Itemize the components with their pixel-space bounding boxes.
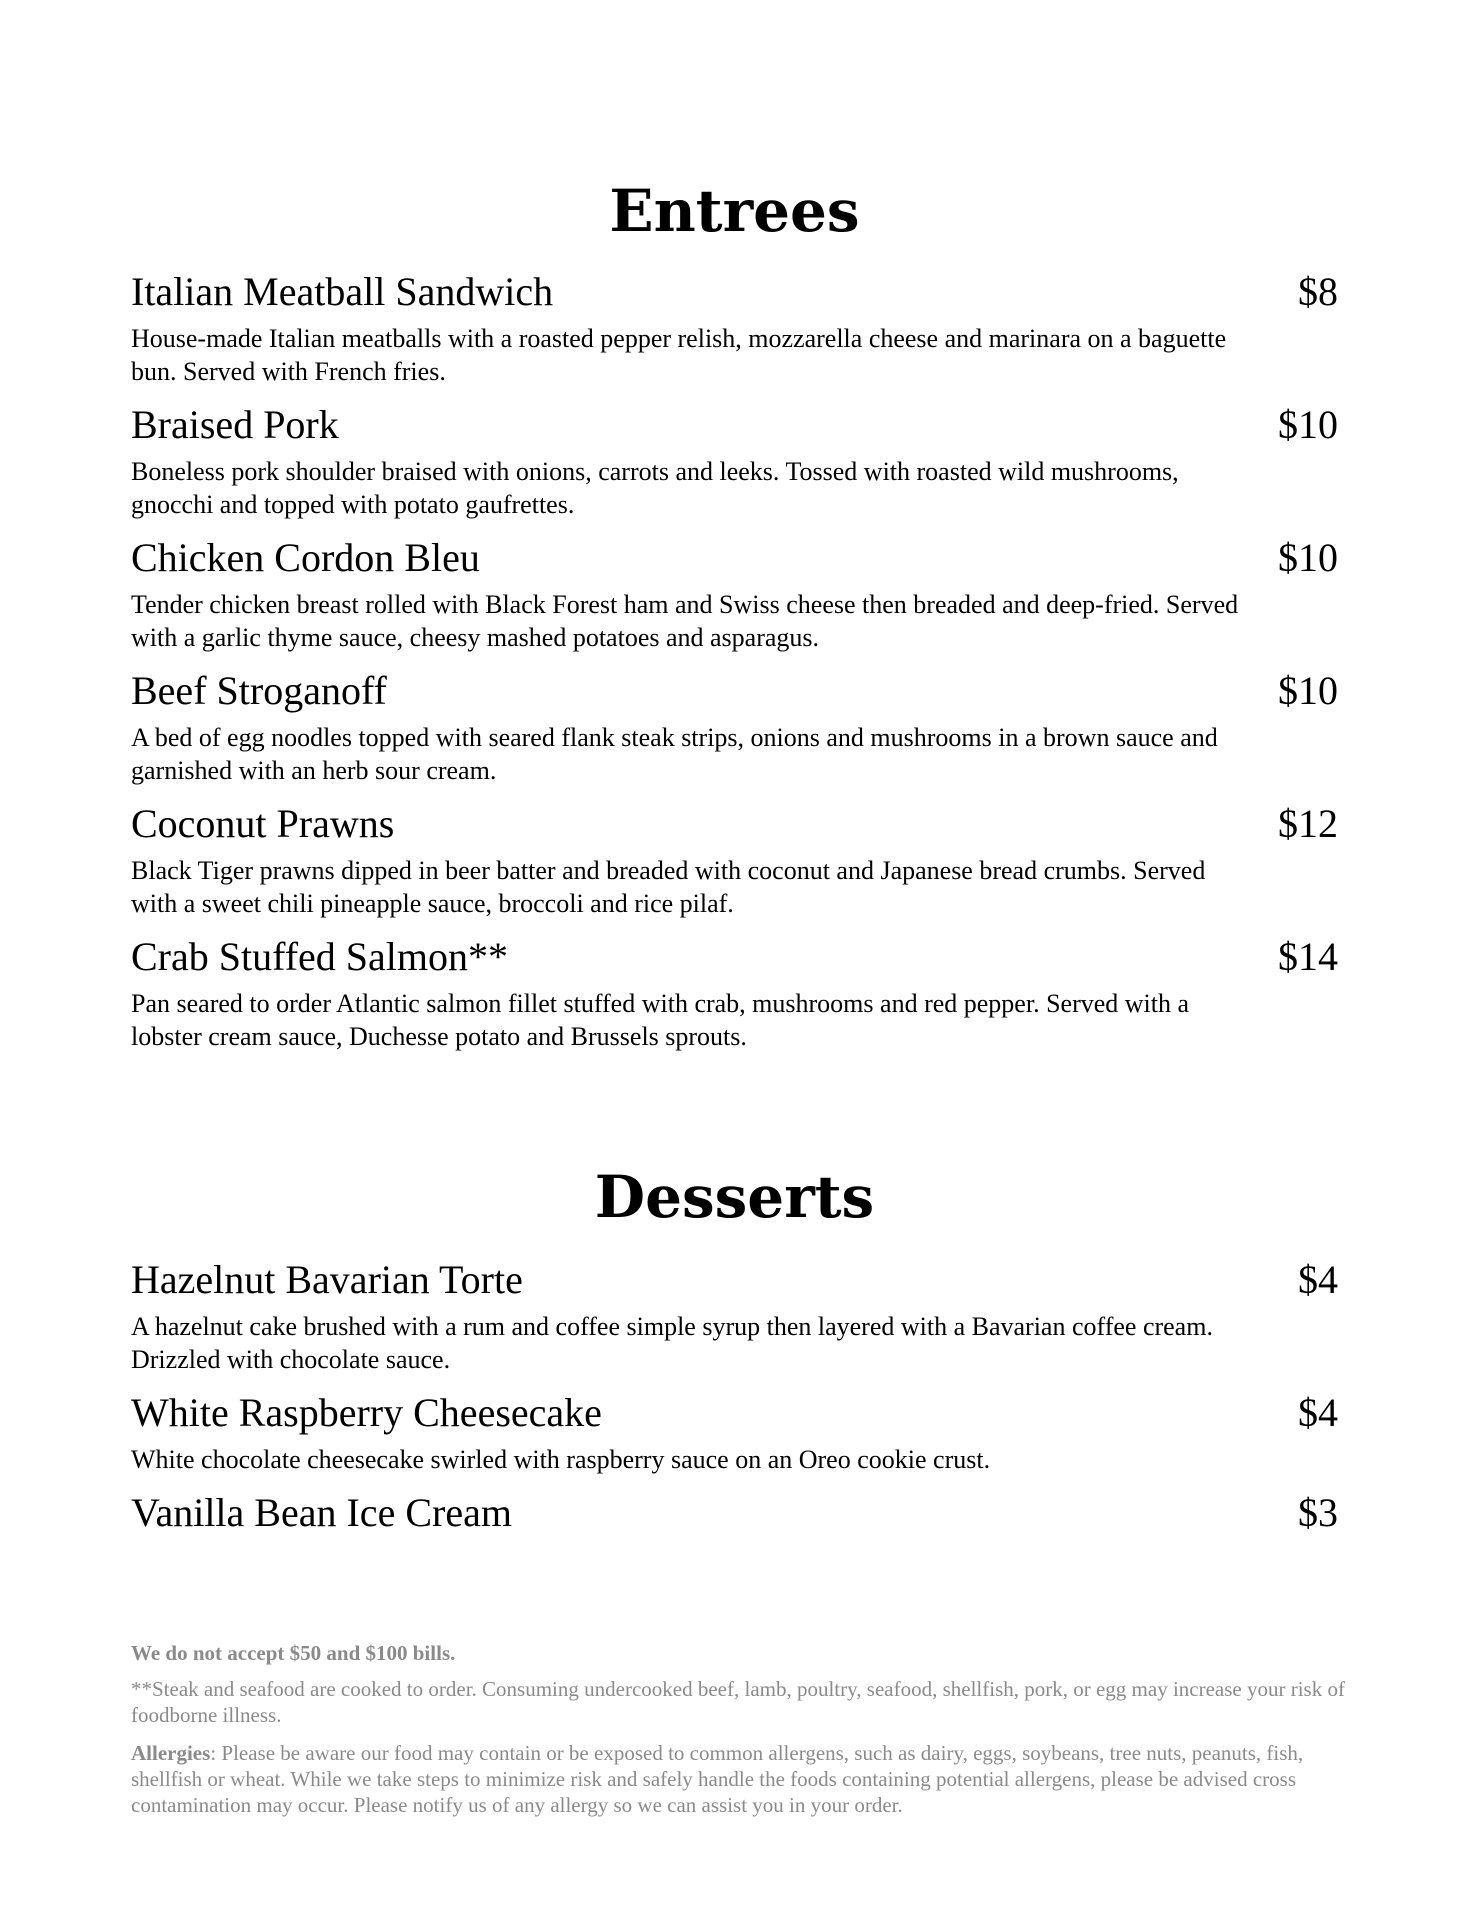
allergies-label: Allergies — [131, 1741, 211, 1765]
item-name: White Raspberry Cheesecake — [131, 1390, 602, 1435]
menu-item — [131, 1491, 1338, 1535]
menu-item — [131, 536, 1338, 654]
item-name: Italian Meatball Sandwich — [131, 269, 554, 314]
item-description: Boneless pork shoulder braised with onions, carrots and leeks. Tossed with roasted wild mushrooms, gnocchi and topped with potato gaufrettes. — [131, 457, 1179, 519]
menu-item — [131, 270, 1338, 388]
item-description: White chocolate cheesecake swirled with raspberry sauce on an Oreo cookie crust. — [131, 1445, 991, 1474]
item-price: $10 — [1278, 668, 1338, 713]
item-name: Hazelnut Bavarian Torte — [131, 1257, 523, 1302]
allergy-notice — [131, 1740, 1351, 1818]
menu-item — [131, 1391, 1338, 1476]
undercooked-warning: **Steak and seafood are cooked to order. Consuming undercooked beef, lamb, poultry, seafood, shellfish, pork, or egg may increase your risk of foodborne illness. — [131, 1677, 1345, 1727]
item-name: Vanilla Bean Ice Cream — [131, 1490, 512, 1535]
item-name: Chicken Cordon Bleu — [131, 535, 480, 580]
item-price: $4 — [1298, 1257, 1338, 1302]
item-name: Coconut Prawns — [131, 801, 395, 846]
item-price: $3 — [1298, 1490, 1338, 1535]
item-name: Braised Pork — [131, 402, 339, 447]
item-price: $12 — [1278, 801, 1338, 846]
menu-item — [131, 403, 1338, 521]
item-price: $8 — [1298, 269, 1338, 314]
item-name: Beef Stroganoff — [131, 668, 387, 713]
item-description: Tender chicken breast rolled with Black Forest ham and Swiss cheese then breaded and deep-fried. Served with a garlic thyme sauce, cheesy mashed potatoes and asparagus. — [131, 590, 1239, 652]
entrees-heading: Entrees — [609, 177, 860, 245]
payment-notice: We do not accept $50 and $100 bills. — [131, 1641, 456, 1665]
item-description: A bed of egg noodles topped with seared flank steak strips, onions and mushrooms in a brown sauce and garnished with an herb sour cream. — [131, 723, 1218, 785]
desserts-heading: Desserts — [594, 1163, 875, 1231]
item-description: Black Tiger prawns dipped in beer batter and breaded with coconut and Japanese bread crumbs. Served with a sweet chili pineapple sauce, broccoli and rice pilaf. — [131, 856, 1206, 918]
menu-item — [131, 935, 1338, 1053]
allergies-text: : Please be aware our food may contain or be exposed to common allergens, such as dairy, eggs, soybeans, tree nuts, peanuts, fish, shellfish or wheat. While we take steps to minimize risk and safely handle the foods containing potential allergens, please be advised cross contamination may occur. Please notify us of any allergy so we can assist you in your order. — [131, 1741, 1304, 1817]
item-price: $14 — [1278, 934, 1338, 979]
item-price: $4 — [1298, 1390, 1338, 1435]
item-name: Crab Stuffed Salmon** — [131, 934, 509, 979]
menu-item — [131, 669, 1338, 787]
item-description: Pan seared to order Atlantic salmon fillet stuffed with crab, mushrooms and red pepper. Served with a lobster cream sauce, Duchesse potato and Brussels sprouts. — [131, 989, 1190, 1051]
item-price: $10 — [1278, 402, 1338, 447]
item-price: $10 — [1278, 535, 1338, 580]
menu-footer — [131, 1640, 1351, 1818]
item-description: A hazelnut cake brushed with a rum and coffee simple syrup then layered with a Bavarian coffee cream. Drizzled with chocolate sauce. — [131, 1312, 1213, 1374]
menu-item — [131, 1258, 1338, 1376]
item-description: House-made Italian meatballs with a roasted pepper relish, mozzarella cheese and marinara on a baguette bun. Served with French fries. — [131, 324, 1227, 386]
menu-item — [131, 802, 1338, 920]
